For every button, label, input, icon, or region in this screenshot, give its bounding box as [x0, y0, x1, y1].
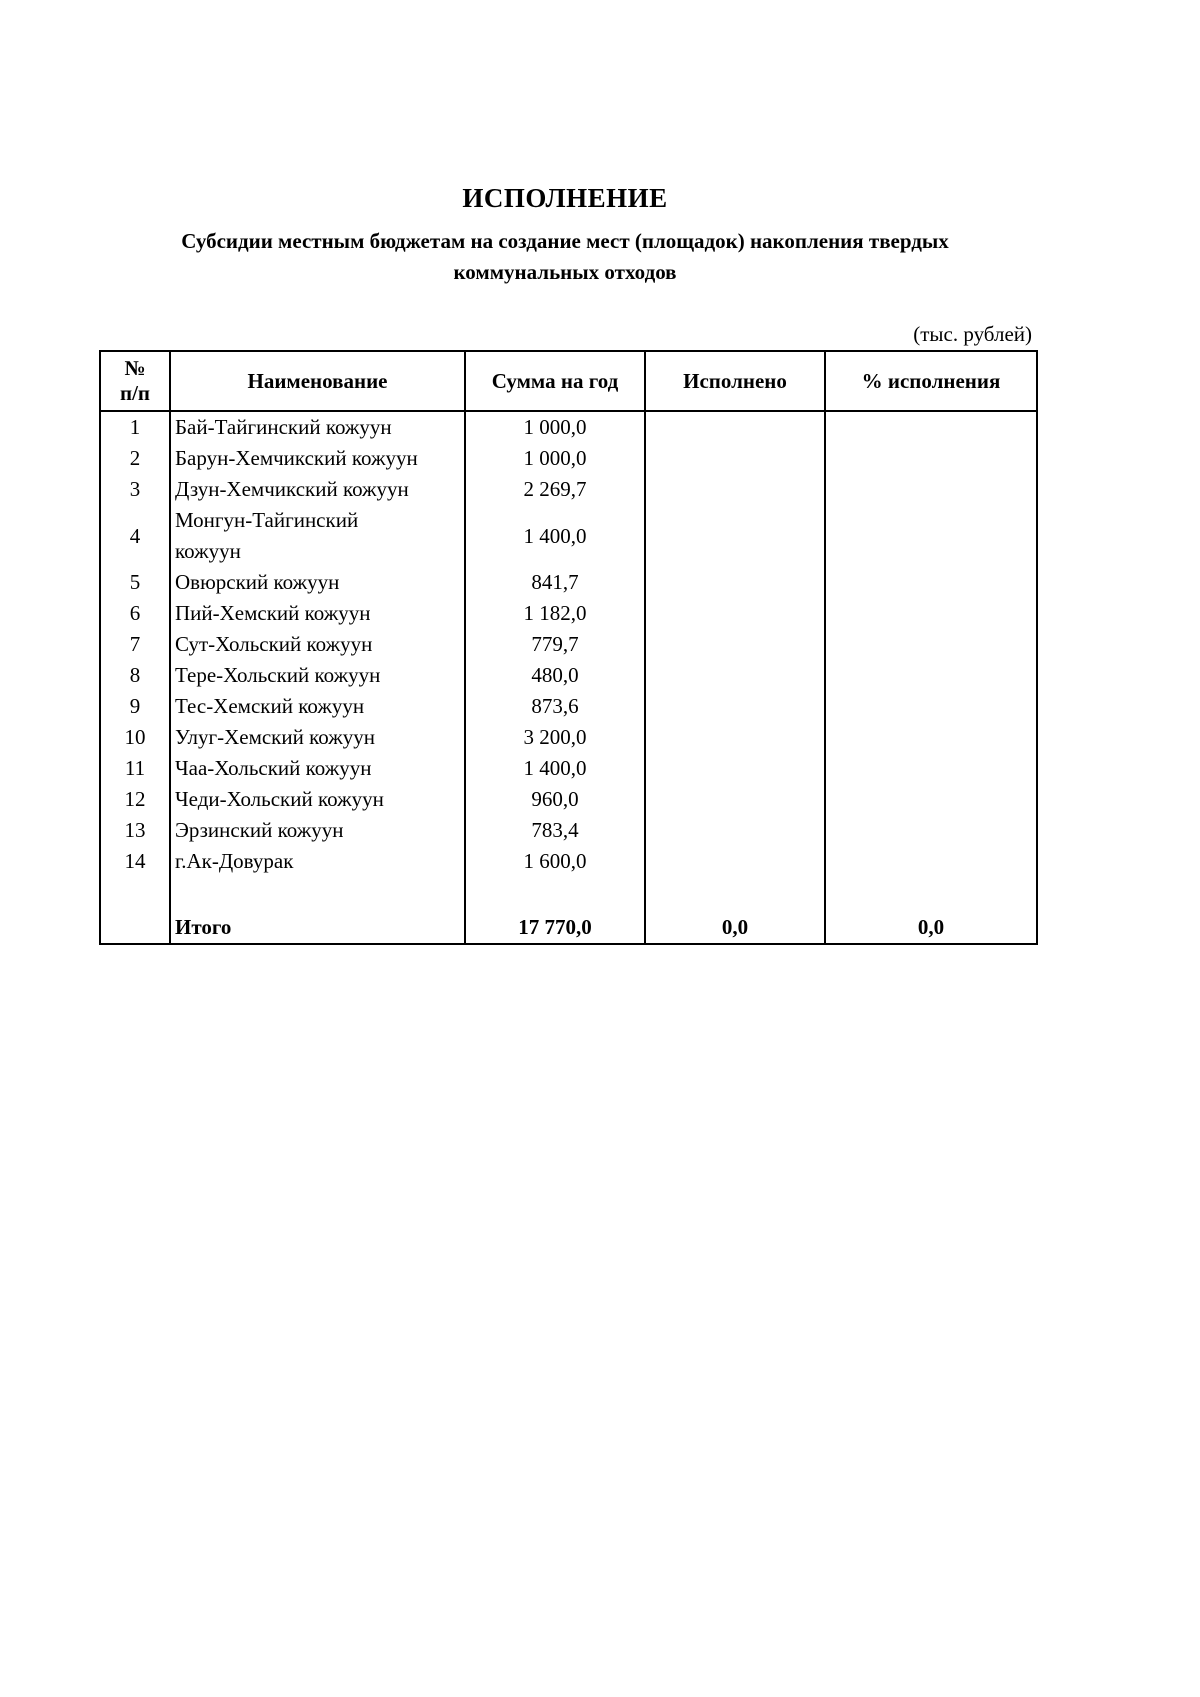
row-pct: [825, 784, 1037, 815]
row-num: 13: [100, 815, 170, 846]
row-done: [645, 753, 825, 784]
row-done: [645, 474, 825, 505]
row-num: 10: [100, 722, 170, 753]
row-done: [645, 567, 825, 598]
subtitle-line-1: Субсидии местным бюджетам на создание мест (площадок) накопления твердых: [181, 229, 949, 253]
row-num: 5: [100, 567, 170, 598]
row-name: Дзун-Хемчикский кожуун: [170, 474, 465, 505]
row-name-line-2: кожуун: [175, 539, 241, 563]
table-row: [100, 784, 1037, 815]
table-row: [100, 753, 1037, 784]
row-num: 7: [100, 629, 170, 660]
execution-table: [99, 350, 1038, 945]
header-num: [100, 351, 170, 411]
row-done: [645, 443, 825, 474]
row-done: [645, 815, 825, 846]
header-num-line-1: №: [124, 356, 146, 380]
total-num: [100, 911, 170, 944]
table-row: [100, 598, 1037, 629]
row-name: Улуг-Хемский кожуун: [170, 722, 465, 753]
row-pct: [825, 598, 1037, 629]
spacer-cell: [100, 877, 170, 911]
header-num-line-2: п/п: [119, 381, 151, 405]
row-pct: [825, 567, 1037, 598]
row-pct: [825, 629, 1037, 660]
row-sum: 1 600,0: [465, 846, 645, 877]
table-row: [100, 443, 1037, 474]
subtitle-line-2: коммунальных отходов: [453, 260, 677, 284]
row-name: Овюрский кожуун: [170, 567, 465, 598]
spacer-cell: [645, 877, 825, 911]
total-pct: 0,0: [825, 911, 1037, 944]
total-label: Итого: [170, 911, 465, 944]
table-row: [100, 411, 1037, 443]
row-pct: [825, 846, 1037, 877]
row-sum: 841,7: [465, 567, 645, 598]
row-name: Эрзинский кожуун: [170, 815, 465, 846]
table-row: [100, 474, 1037, 505]
row-done: [645, 691, 825, 722]
row-pct: [825, 443, 1037, 474]
table-row: [100, 815, 1037, 846]
row-pct: [825, 722, 1037, 753]
row-name: Тес-Хемский кожуун: [170, 691, 465, 722]
header-done: Исполнено: [645, 351, 825, 411]
spacer-cell: [465, 877, 645, 911]
table-row: [100, 629, 1037, 660]
row-sum: 1 000,0: [465, 411, 645, 443]
row-num: 11: [100, 753, 170, 784]
row-done: [645, 598, 825, 629]
row-sum: 3 200,0: [465, 722, 645, 753]
document-subtitle: [100, 226, 1030, 288]
row-sum: 2 269,7: [465, 474, 645, 505]
row-num: 4: [100, 505, 170, 567]
row-num: 3: [100, 474, 170, 505]
row-sum: 783,4: [465, 815, 645, 846]
row-num: 12: [100, 784, 170, 815]
row-sum: 873,6: [465, 691, 645, 722]
header-pct: % исполнения: [825, 351, 1037, 411]
row-num: 2: [100, 443, 170, 474]
row-num: 1: [100, 411, 170, 443]
row-name: Сут-Хольский кожуун: [170, 629, 465, 660]
row-pct: [825, 411, 1037, 443]
row-sum: 480,0: [465, 660, 645, 691]
table-header-row: [100, 351, 1037, 411]
row-num: 9: [100, 691, 170, 722]
row-pct: [825, 505, 1037, 567]
row-name: Бай-Тайгинский кожуун: [170, 411, 465, 443]
row-done: [645, 629, 825, 660]
header-name: Наименование: [170, 351, 465, 411]
row-name: Пий-Хемский кожуун: [170, 598, 465, 629]
row-num: 6: [100, 598, 170, 629]
row-sum: 1 000,0: [465, 443, 645, 474]
row-name: Чаа-Хольский кожуун: [170, 753, 465, 784]
spacer-cell: [170, 877, 465, 911]
row-done: [645, 846, 825, 877]
row-done: [645, 660, 825, 691]
row-done: [645, 784, 825, 815]
row-sum: 1 400,0: [465, 505, 645, 567]
table-row: [100, 660, 1037, 691]
total-row: [100, 911, 1037, 944]
row-name: Чеди-Хольский кожуун: [170, 784, 465, 815]
spacer-cell: [825, 877, 1037, 911]
row-done: [645, 505, 825, 567]
table-row: [100, 691, 1037, 722]
header-sum: Сумма на год: [465, 351, 645, 411]
total-sum: 17 770,0: [465, 911, 645, 944]
row-sum: 960,0: [465, 784, 645, 815]
row-done: [645, 411, 825, 443]
document-title: ИСПОЛНЕНИЕ: [462, 183, 668, 213]
total-done: 0,0: [645, 911, 825, 944]
row-pct: [825, 753, 1037, 784]
row-name: Тере-Хольский кожуун: [170, 660, 465, 691]
table-row: [100, 722, 1037, 753]
row-pct: [825, 660, 1037, 691]
units-note: (тыс. рублей): [913, 322, 1032, 346]
table-row: [100, 505, 1037, 567]
row-name: [170, 505, 465, 567]
row-pct: [825, 815, 1037, 846]
row-sum: 1 400,0: [465, 753, 645, 784]
row-name: г.Ак-Довурак: [170, 846, 465, 877]
row-pct: [825, 474, 1037, 505]
row-name-line-1: Монгун-Тайгинский: [175, 508, 359, 532]
row-sum: 1 182,0: [465, 598, 645, 629]
table-spacer-row: [100, 877, 1037, 911]
row-done: [645, 722, 825, 753]
row-num: 8: [100, 660, 170, 691]
row-num: 14: [100, 846, 170, 877]
row-name: Барун-Хемчикский кожуун: [170, 443, 465, 474]
table-row: [100, 846, 1037, 877]
table-row: [100, 567, 1037, 598]
row-pct: [825, 691, 1037, 722]
row-sum: 779,7: [465, 629, 645, 660]
